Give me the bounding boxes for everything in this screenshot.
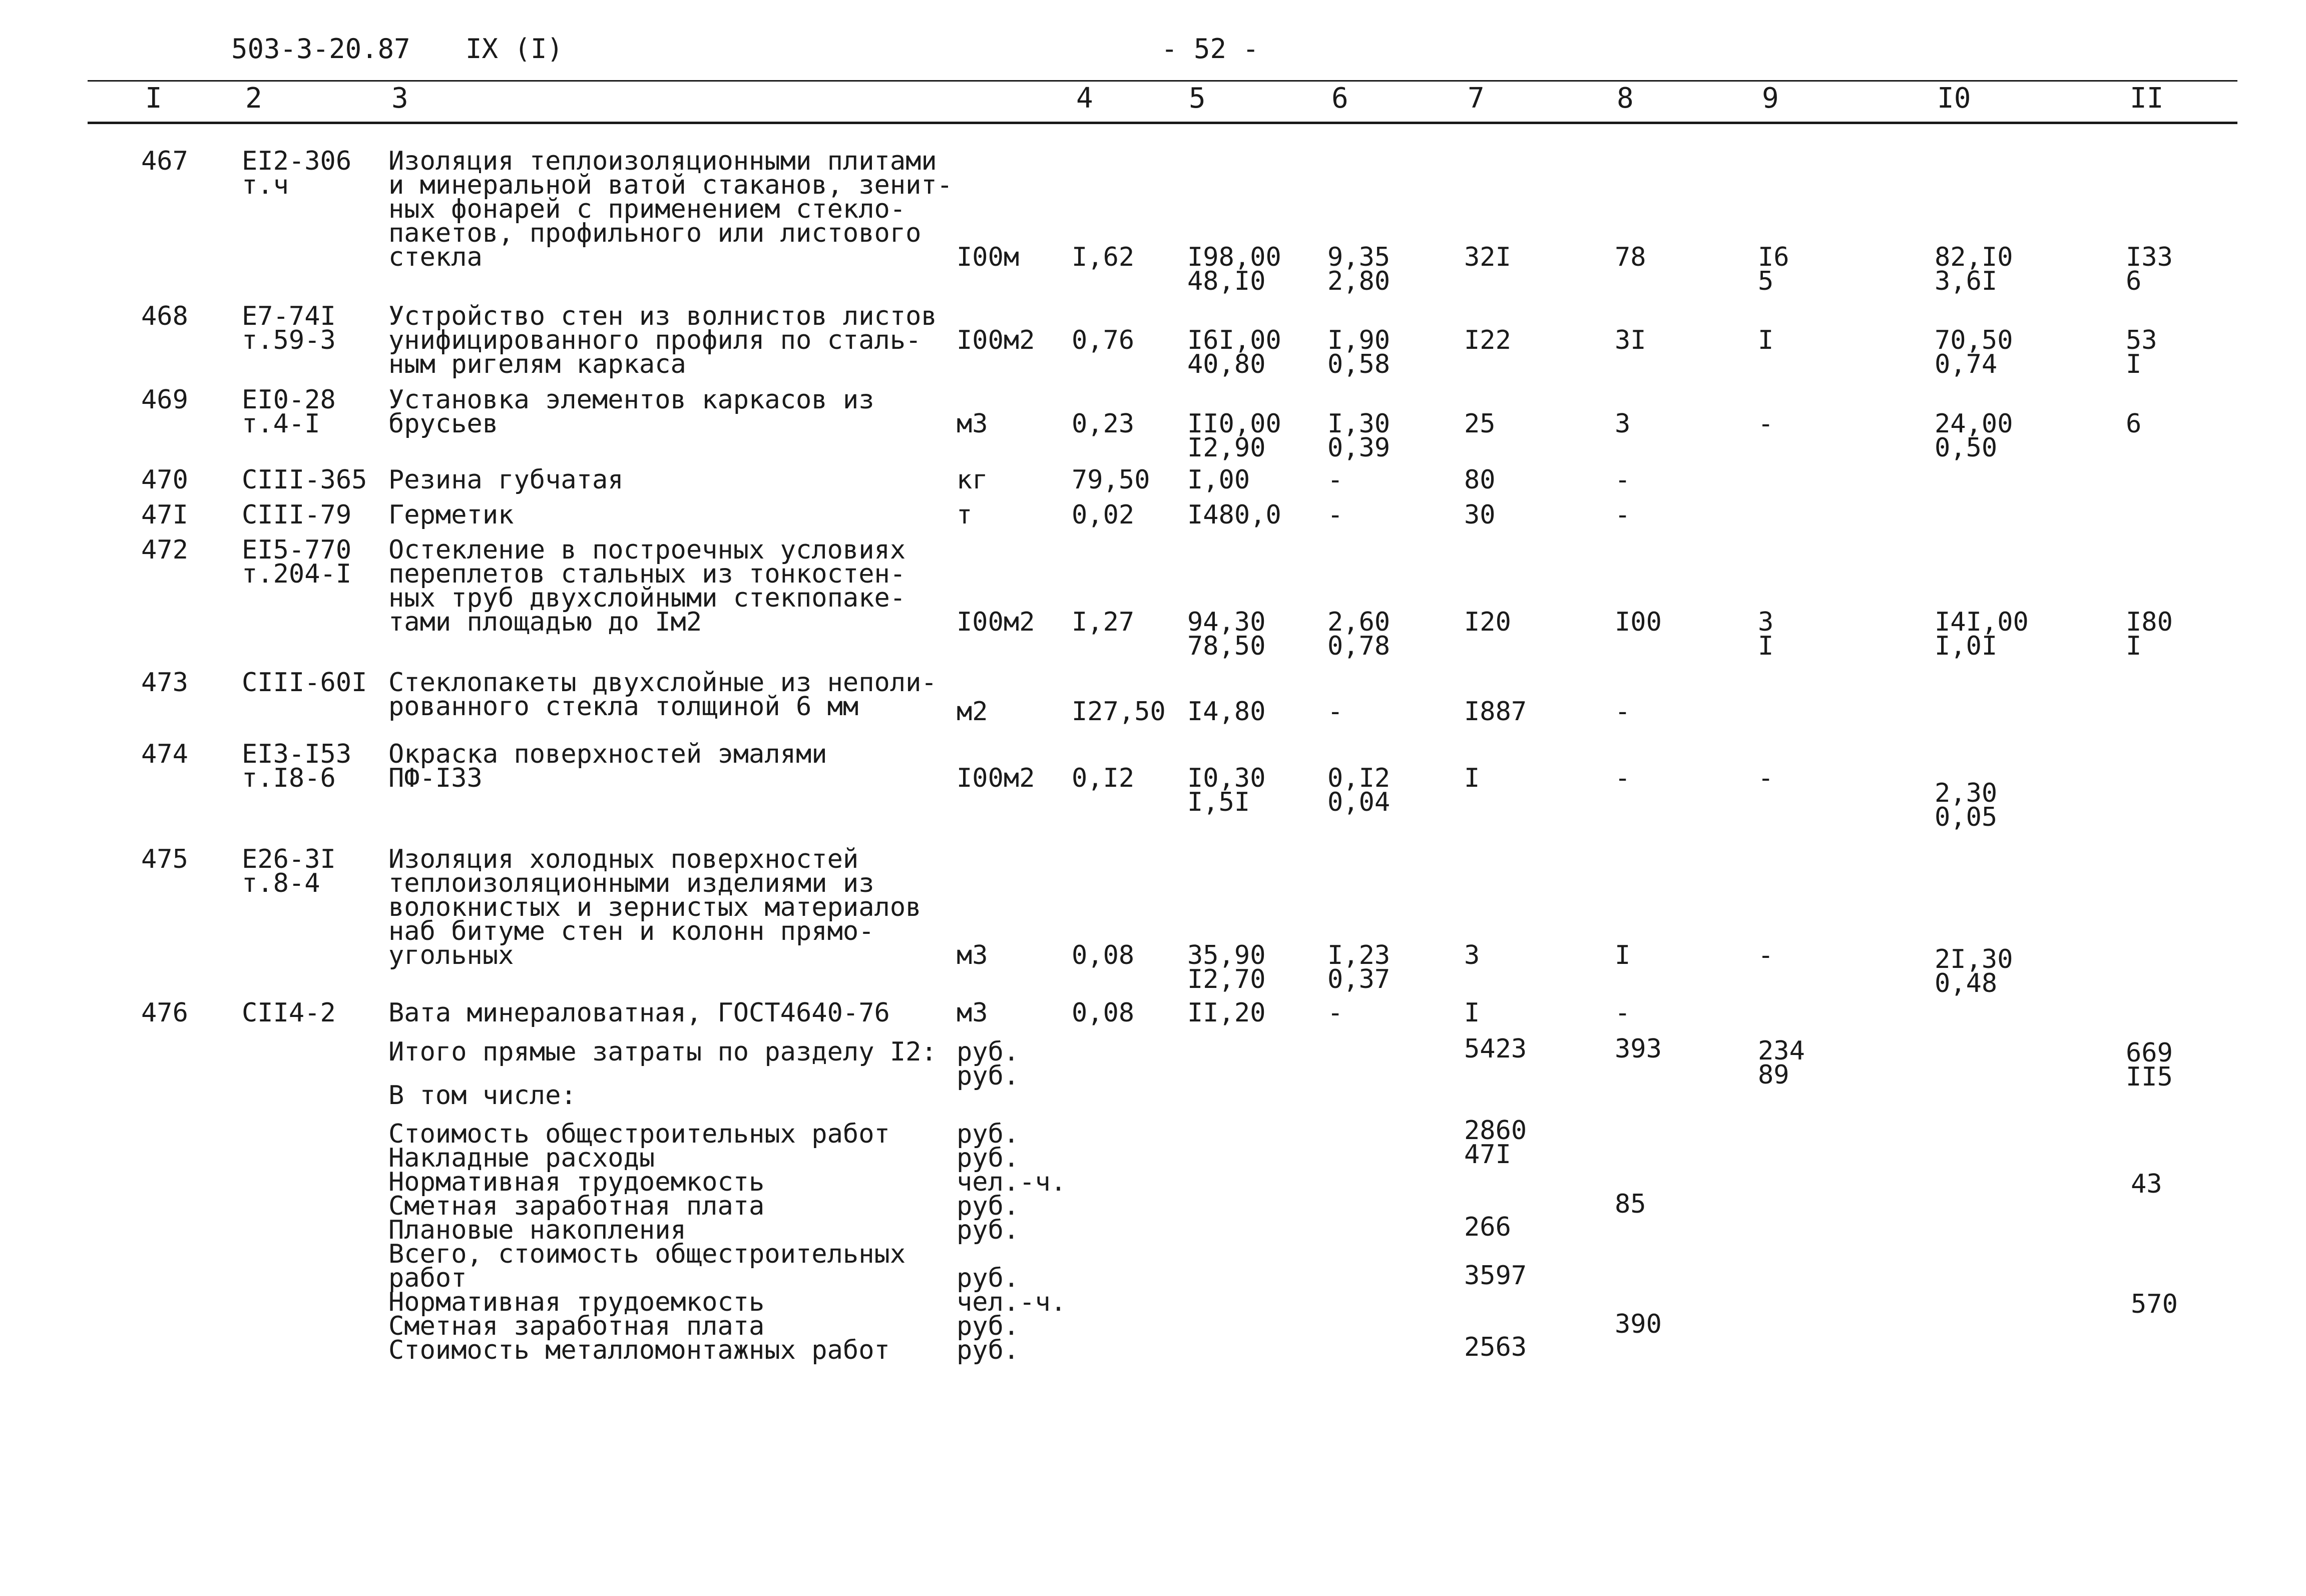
row-qty: 0,08: [1072, 940, 1135, 970]
row-col8: 3I: [1615, 325, 1646, 355]
row-col9: -: [1758, 409, 1774, 439]
row-number: 467: [141, 146, 188, 176]
row-col5: II,20: [1187, 998, 1266, 1028]
row-col9: -: [1758, 763, 1774, 793]
row-col6: I,90 0,58: [1327, 325, 1391, 379]
row-col5: I0,30 I,5I: [1187, 763, 1266, 817]
row-col6: 2,60 0,78: [1327, 607, 1391, 661]
row-description: Изоляция холодных поверхностей теплоизоляционными изделиями из волокнистых и зернистых материалов наб битуме стен и колонн прямо- угольных: [388, 844, 921, 970]
row-col11: I80 I: [2126, 607, 2173, 661]
row-col8: -: [1615, 697, 1631, 727]
row-col7: I22: [1464, 325, 1511, 355]
row-code: E7-74I т.59-3: [242, 301, 336, 355]
summary-units: руб. руб. чел.-ч. руб. руб. руб. чел.-ч. руб. руб.: [957, 1119, 1067, 1365]
row-number: 468: [141, 301, 188, 331]
row-qty: I,27: [1072, 607, 1135, 637]
row-number: 474: [141, 739, 188, 769]
row-description: Изоляция теплоизоляционными плитами и минеральной ватой стаканов, зенит- ных фонарей с применением стекло- пакетов, профильного или листового стекла: [388, 146, 953, 272]
row-code: EI2-306 т.ч: [242, 146, 352, 200]
row-qty: 0,02: [1072, 500, 1135, 530]
row-unit: м3: [957, 998, 988, 1028]
row-col11: 53 I: [2126, 325, 2157, 379]
col-num-4: 4: [1076, 82, 1093, 115]
row-code: EI0-28 т.4-I: [242, 385, 336, 439]
row-col10: 70,50 0,74: [1935, 325, 2013, 379]
row-code: EI5-770 т.204-I: [242, 535, 352, 589]
row-col7: 25: [1464, 409, 1496, 439]
row-qty: I27,50: [1072, 697, 1166, 727]
row-col9: 3 I: [1758, 607, 1774, 661]
row-col7: 80: [1464, 465, 1496, 495]
row-col9: -: [1758, 940, 1774, 970]
row-description: Установка элементов каркасов из брусьев: [388, 385, 874, 439]
row-description: Устройство стен из волнистов листов унифицированного профиля по сталь- ным ригелям каркаса: [388, 301, 937, 379]
row-code: CIII-60I: [242, 668, 367, 698]
row-col6: I,30 0,39: [1327, 409, 1391, 463]
row-col6: I,23 0,37: [1327, 940, 1391, 994]
summary-lines: Стоимость общестроительных работ Накладные расходы Нормативная трудоемкость Сметная заработная плата Плановые накопления Всего, стоимость общестроительных работ Нормативная трудоемкость Сметная заработная плата Стоимость металломонтажных работ: [388, 1119, 906, 1365]
col-num-1: I: [145, 82, 162, 115]
total-col8: 393: [1615, 1034, 1662, 1064]
row-unit: т: [957, 500, 973, 530]
row-col7: I: [1464, 763, 1480, 793]
row-col7: 32I: [1464, 242, 1511, 272]
row-col5: 94,30 78,50: [1187, 607, 1266, 661]
col-num-10: I0: [1937, 82, 1971, 115]
including-label: В том числе:: [388, 1081, 577, 1111]
row-unit: I00м2: [957, 607, 1035, 637]
row-col8: I: [1615, 940, 1631, 970]
row-code: EI3-I53 т.I8-6: [242, 739, 352, 793]
section-code: IX (I): [466, 33, 564, 65]
row-col10: 2I,30 0,48: [1935, 944, 2013, 998]
col-num-11: II: [2130, 82, 2164, 115]
summary-value: 43: [2131, 1169, 2162, 1199]
row-number: 47I: [141, 500, 188, 530]
row-col6: -: [1327, 500, 1343, 530]
row-unit: м3: [957, 409, 988, 439]
row-unit: м3: [957, 940, 988, 970]
row-unit: м2: [957, 697, 988, 727]
summary-value: 390: [1615, 1309, 1662, 1339]
row-description: Вата минераловатная, ГОСТ4640-76: [388, 998, 890, 1028]
row-col9: I6 5: [1758, 242, 1789, 296]
row-description: Резина губчатая: [388, 465, 624, 495]
summary-value: 3597: [1464, 1261, 1527, 1291]
row-col10: 2,30 0,05: [1935, 778, 1998, 832]
row-col5: I6I,00 40,80: [1187, 325, 1281, 379]
summary-value: 47I: [1464, 1140, 1511, 1170]
row-col7: 3: [1464, 940, 1480, 970]
total-col9: 234 89: [1758, 1036, 1805, 1090]
row-qty: I,62: [1072, 242, 1135, 272]
row-col6: -: [1327, 697, 1343, 727]
row-col11: I33 6: [2126, 242, 2173, 296]
row-col10: 24,00 0,50: [1935, 409, 2013, 463]
total-label: Итого прямые затраты по разделу I2:: [388, 1037, 937, 1067]
row-col8: I00: [1615, 607, 1662, 637]
row-col10: 82,I0 3,6I: [1935, 242, 2013, 296]
row-col6: -: [1327, 465, 1343, 495]
row-col5: 35,90 I2,70: [1187, 940, 1266, 994]
row-col5: I480,0: [1187, 500, 1281, 530]
col-num-5: 5: [1189, 82, 1206, 115]
row-col6: 9,35 2,80: [1327, 242, 1391, 296]
document-code: 503-3-20.87: [231, 33, 410, 65]
row-col8: -: [1615, 763, 1631, 793]
row-col9: I: [1758, 325, 1774, 355]
row-description: Остекление в построечных условиях переплетов стальных из тонкостен- ных труб двухслойными стекпопаке- тами площадью до Iм2: [388, 535, 906, 637]
row-code: E26-3I т.8-4: [242, 844, 336, 898]
page-number: - 52 -: [1161, 33, 1259, 65]
total-col7: 5423: [1464, 1034, 1527, 1064]
total-col11: 669 II5: [2126, 1038, 2173, 1092]
row-unit: I00м: [957, 242, 1020, 272]
row-col5: I4,80: [1187, 697, 1266, 727]
row-col8: -: [1615, 998, 1631, 1028]
summary-value: 85: [1615, 1189, 1646, 1219]
row-qty: 0,76: [1072, 325, 1135, 355]
top-rule: [88, 80, 2237, 82]
row-col8: 78: [1615, 242, 1646, 272]
row-col5: I,00: [1187, 465, 1250, 495]
row-col8: 3: [1615, 409, 1631, 439]
header-bottom-rule: [88, 122, 2237, 124]
row-number: 470: [141, 465, 188, 495]
row-col7: I20: [1464, 607, 1511, 637]
row-unit: I00м2: [957, 763, 1035, 793]
row-col6: 0,I2 0,04: [1327, 763, 1391, 817]
row-description: Стеклопакеты двухслойные из неполи- рованного стекла толщиной 6 мм: [388, 668, 937, 722]
col-num-7: 7: [1468, 82, 1485, 115]
row-col8: -: [1615, 465, 1631, 495]
row-col7: I887: [1464, 697, 1527, 727]
row-col7: 30: [1464, 500, 1496, 530]
row-number: 472: [141, 535, 188, 565]
col-num-8: 8: [1617, 82, 1634, 115]
row-description: Герметик: [388, 500, 514, 530]
row-qty: 0,23: [1072, 409, 1135, 439]
summary-value: 570: [2131, 1289, 2178, 1319]
col-num-9: 9: [1762, 82, 1779, 115]
col-num-3: 3: [391, 82, 408, 115]
row-number: 469: [141, 385, 188, 415]
row-col6: -: [1327, 998, 1343, 1028]
row-qty: 0,I2: [1072, 763, 1135, 793]
total-unit: руб. руб.: [957, 1037, 1020, 1091]
row-col8: -: [1615, 500, 1631, 530]
row-number: 473: [141, 668, 188, 698]
row-unit: I00м2: [957, 325, 1035, 355]
summary-value: 2563: [1464, 1332, 1527, 1362]
col-num-2: 2: [245, 82, 262, 115]
col-num-6: 6: [1331, 82, 1348, 115]
row-code: CII4-2: [242, 998, 336, 1028]
row-col5: I98,00 48,I0: [1187, 242, 1281, 296]
row-number: 476: [141, 998, 188, 1028]
summary-value: 2860: [1464, 1116, 1527, 1146]
row-number: 475: [141, 844, 188, 874]
row-description: Окраска поверхностей эмалями ПФ-I33: [388, 739, 827, 793]
summary-value: 266: [1464, 1212, 1511, 1242]
row-col7: I: [1464, 998, 1480, 1028]
row-unit: кг: [957, 465, 988, 495]
row-col5: II0,00 I2,90: [1187, 409, 1281, 463]
row-qty: 79,50: [1072, 465, 1150, 495]
row-col11: 6: [2126, 409, 2142, 439]
row-col10: I4I,00 I,0I: [1935, 607, 2029, 661]
row-code: CIII-79: [242, 500, 352, 530]
row-qty: 0,08: [1072, 998, 1135, 1028]
row-code: CIII-365: [242, 465, 367, 495]
